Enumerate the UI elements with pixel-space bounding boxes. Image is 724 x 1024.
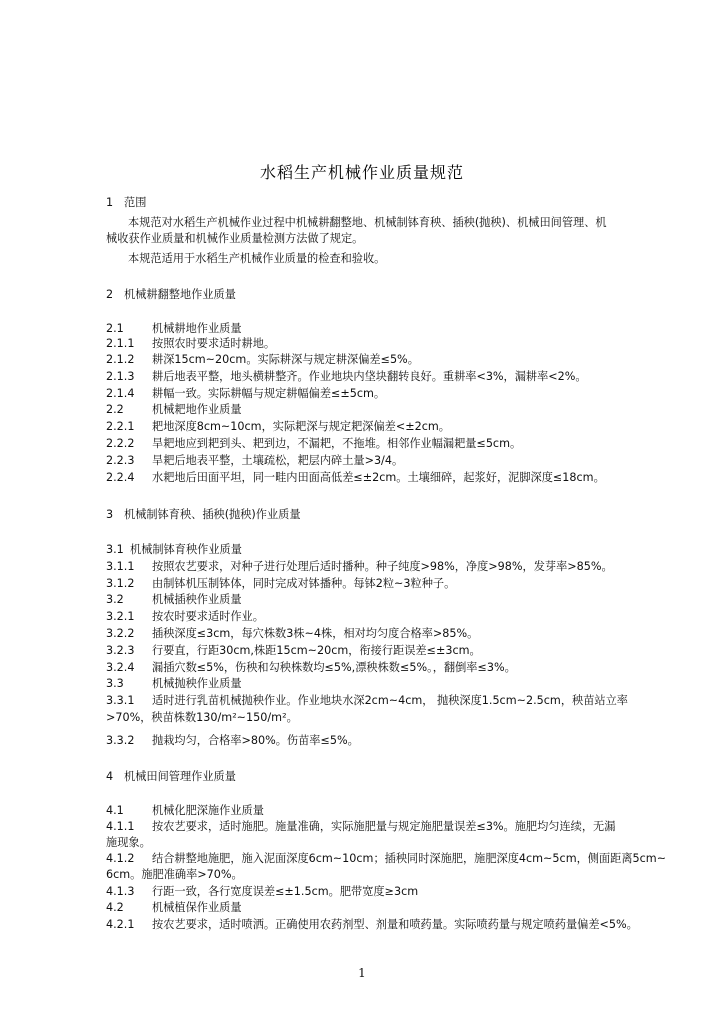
line-text: 机械插秧作业质量 [152, 593, 242, 606]
paragraph-line [106, 420, 450, 434]
line-text: 耕后地表平整，地头横耕整齐。作业地块内垡块翻转良好。重耕率<3%，漏耕率<2%。 [152, 370, 587, 383]
section-number: 3.2.1 [106, 610, 135, 623]
section-heading [106, 593, 242, 607]
paragraph-line [106, 471, 605, 485]
paragraph-line [106, 337, 275, 351]
section-heading [106, 508, 301, 522]
section-number: 2.2.1 [106, 420, 135, 433]
section-number: 3.2.2 [106, 627, 135, 640]
line-text: 机械植保作业质量 [152, 901, 242, 914]
paragraph-line [106, 437, 521, 451]
section-heading [106, 288, 236, 302]
line-text: 范围 [124, 196, 147, 209]
paragraph-line [106, 370, 587, 384]
line-text: 机械抛秧作业质量 [152, 677, 242, 690]
section-number: 4.1 [106, 804, 124, 817]
paragraph-line [106, 836, 151, 850]
section-number: 3.2.3 [106, 644, 135, 657]
paragraph-line [106, 694, 628, 708]
line-text: 漏插穴数≤5%，伤秧和勾秧株数均≤5%,漂秧株数≤5%。，翻倒率≤3%。 [152, 661, 516, 674]
section-number: 3.1 [106, 543, 124, 556]
section-number: 2.1.2 [106, 353, 135, 366]
paragraph-line [106, 353, 419, 367]
line-text: 耕幅一致。实际耕幅与规定耕幅偏差≤±5cm。 [152, 387, 386, 400]
section-number: 2.2.3 [106, 454, 135, 467]
section-number: 3.3.2 [106, 734, 135, 747]
line-text: 耕深15cm~20cm。实际耕深与规定耕深偏差≤5%。 [152, 353, 419, 366]
section-heading [106, 322, 242, 336]
line-text: 机械田间管理作业质量 [124, 770, 236, 783]
paragraph-line [106, 610, 264, 624]
line-text: 机械耕翻整地作业质量 [124, 288, 236, 301]
paragraph-line [106, 885, 418, 899]
section-number: 1 [106, 196, 114, 209]
section-number: 2.1.1 [106, 337, 135, 350]
line-text: 6cm。施肥准确率>70%。 [106, 868, 243, 881]
section-heading [106, 804, 264, 818]
line-text: 旱耙地应到耙到头、耙到边，不漏耙，不拖堆。相邻作业幅漏耙量≤5cm。 [152, 437, 522, 450]
section-number: 2 [106, 288, 114, 301]
paragraph-line [106, 577, 455, 591]
paragraph-line [106, 852, 666, 866]
section-heading [106, 770, 236, 784]
line-text: 本规范适用于水稻生产机械作业质量的检查和验收。 [128, 252, 386, 265]
section-number: 2.2.2 [106, 437, 135, 450]
line-text: 适时进行乳苗机械抛秧作业。作业地块水深2cm~4cm， 抛秧深度1.5cm~2.5cm，秧苗站立率 [152, 694, 628, 707]
section-number: 4.1.2 [106, 852, 135, 865]
paragraph-line [106, 560, 613, 574]
line-text: >70%，秧苗株数130/m²~150/m²。 [106, 711, 298, 724]
line-text: 结合耕整地施肥，施入泥面深度6cm~10cm；插秧同时深施肥，施肥深度4cm~5cm，侧面距离5cm~ [152, 852, 667, 865]
section-number: 4.1.1 [106, 820, 135, 833]
paragraph-line [106, 711, 298, 725]
section-number: 3.2.4 [106, 661, 135, 674]
paragraph-line [106, 387, 385, 401]
line-text: 机械耙地作业质量 [152, 403, 242, 416]
paragraph-line [106, 232, 363, 246]
line-text: 械收获作业质量和机械作业质量检测方法做了规定。 [106, 232, 364, 245]
section-number: 2.1.4 [106, 387, 135, 400]
line-text: 行距一致，各行宽度误差≤±1.5cm。肥带宽度≥3cm [152, 885, 419, 898]
line-text: 水耙地后田面平坦，同一畦内田面高低差≤±2cm。土壤细碎，起浆好，泥脚深度≤18cm。 [152, 471, 605, 484]
line-text: 抛栽均匀，合格率>80%。伤苗率≤5%。 [152, 734, 359, 747]
section-number: 2.2 [106, 403, 124, 416]
line-text: 施现象。 [106, 836, 151, 849]
section-number: 2.2.4 [106, 471, 135, 484]
line-text: 由制钵机压制钵体，同时完成对钵播种。每钵2粒~3粒种子。 [152, 577, 456, 590]
paragraph-line [106, 820, 615, 834]
line-text: 按农艺要求，适时施肥。施量准确，实际施肥量与规定施肥量误差≤3%。施肥均匀连续，无漏 [152, 820, 616, 833]
section-number: 3.1.2 [106, 577, 135, 590]
line-text: 机械化肥深施作业质量 [152, 804, 264, 817]
section-number: 2.1 [106, 322, 124, 335]
line-text: 机械制钵育秧作业质量 [130, 543, 242, 556]
line-text: 本规范对水稻生产机械作业过程中机械耕翻整地、机械制钵育秧、插秧(抛秧)、机械田间管理、机 [128, 216, 607, 229]
line-text: 按照农时要求适时耕地。 [152, 337, 276, 350]
line-text: 插秧深度≤3cm，每穴株数3株~4株，相对均匀度合格率>85%。 [152, 627, 479, 640]
section-number: 3.3 [106, 677, 124, 690]
section-number: 4.1.3 [106, 885, 135, 898]
section-number: 3.3.1 [106, 694, 135, 707]
page-number: 1 [358, 966, 366, 980]
section-heading [106, 403, 242, 417]
section-number: 4 [106, 770, 114, 783]
paragraph-line [106, 627, 478, 641]
paragraph-line [106, 918, 638, 932]
section-number: 3.2 [106, 593, 124, 606]
paragraph-line [106, 661, 516, 675]
line-text: 按农艺要求，适时喷洒。正确使用农药剂型、剂量和喷药量。实际喷药量与规定喷药量偏差<5%。 [152, 918, 638, 931]
section-heading [106, 196, 146, 210]
paragraph-line [106, 454, 403, 468]
paragraph-line [128, 216, 607, 230]
section-number: 2.1.3 [106, 370, 135, 383]
section-heading [106, 677, 242, 691]
paragraph-line [106, 644, 481, 658]
line-text: 耙地深度8cm~10cm，实际耙深与规定耙深偏差<±2cm。 [152, 420, 450, 433]
line-text: 行要直，行距30cm,株距15cm~20cm，衔接行距误差≤±3cm。 [152, 644, 481, 657]
section-number: 3 [106, 508, 114, 521]
line-text: 旱耙后地表平整，土壤疏松，耙层内碎土量>3/4。 [152, 454, 404, 467]
paragraph-line [128, 252, 385, 266]
section-number: 3.1.1 [106, 560, 135, 573]
document-title: 水稻生产机械作业质量规范 [259, 163, 464, 182]
line-text: 机械耕地作业质量 [152, 322, 242, 335]
line-text: 机械制钵育秧、插秧(抛秧)作业质量 [124, 508, 301, 521]
section-heading [106, 543, 242, 557]
section-number: 4.2.1 [106, 918, 135, 931]
line-text: 按照农艺要求，对种子进行处理后适时播种。种子纯度>98%，净度>98%，发芽率>85%。 [152, 560, 613, 573]
line-text: 按农时要求适时作业。 [152, 610, 264, 623]
section-number: 4.2 [106, 901, 124, 914]
paragraph-line [106, 734, 359, 748]
section-heading [106, 901, 242, 915]
paragraph-line [106, 868, 243, 882]
